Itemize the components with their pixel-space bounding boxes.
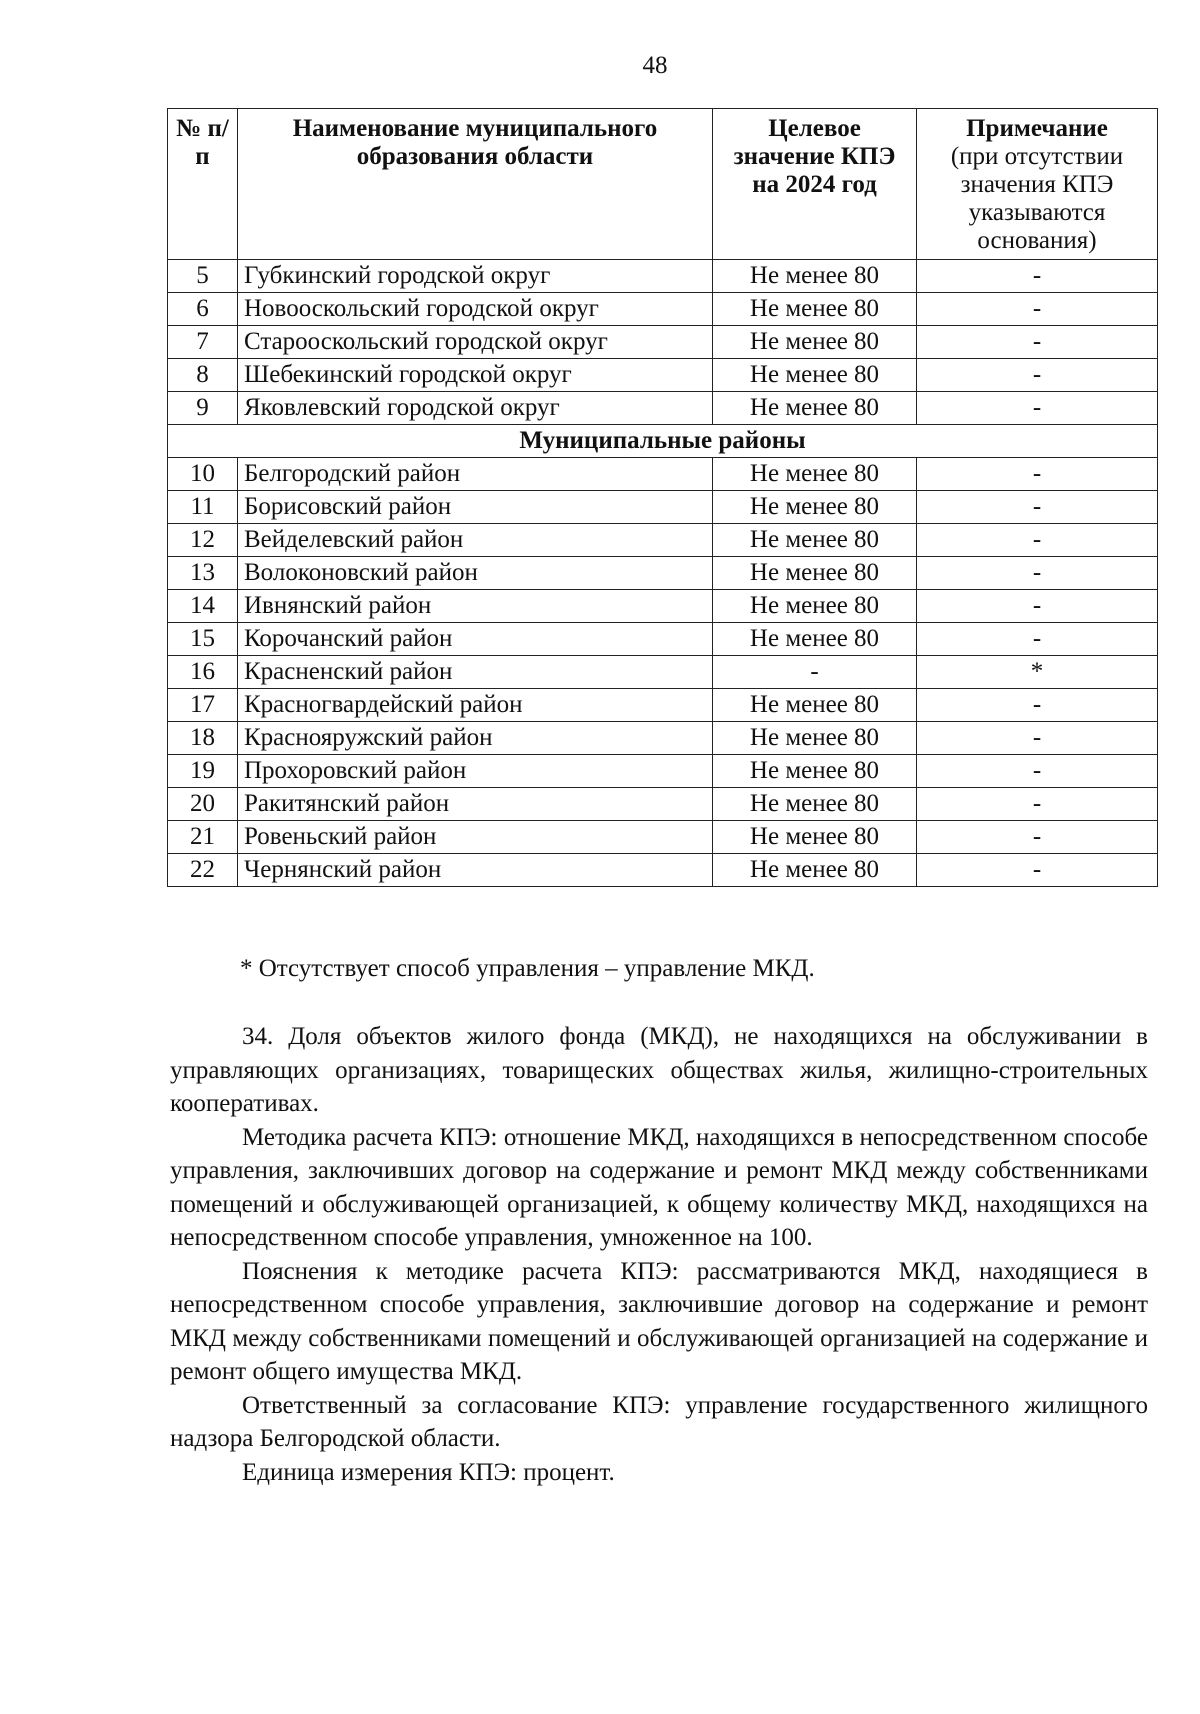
body-text xyxy=(170,1020,1148,1489)
paragraph-explanation: Пояснения к методике расчета КПЭ: рассматриваются МКД, находящиеся в непосредственном способе управления, заключившие договор на содержание и ремонт МКД между собственниками помещений и обслуживающей организацией на содержание и ремонт общего имущества МКД. xyxy=(170,1257,1148,1385)
row-name: Губкинский городской округ xyxy=(238,260,713,293)
row-number: 8 xyxy=(168,359,238,392)
row-value: Не менее 80 xyxy=(713,689,917,722)
header-note-title: Примечание xyxy=(966,115,1108,142)
row-name: Ровеньский район xyxy=(238,821,713,854)
table-row xyxy=(168,722,1158,755)
row-note: - xyxy=(917,788,1158,821)
row-name: Вейделевский район xyxy=(238,524,713,557)
row-number: 10 xyxy=(168,458,238,491)
section-label: Муниципальные районы xyxy=(168,425,1158,458)
table-header-row xyxy=(168,109,1158,260)
row-note: - xyxy=(917,590,1158,623)
row-number: 19 xyxy=(168,755,238,788)
row-name: Чернянский район xyxy=(238,854,713,887)
row-value: Не менее 80 xyxy=(713,326,917,359)
row-name: Борисовский район xyxy=(238,491,713,524)
row-number: 11 xyxy=(168,491,238,524)
row-value: Не менее 80 xyxy=(713,359,917,392)
row-number: 13 xyxy=(168,557,238,590)
table-row xyxy=(168,359,1158,392)
row-value: - xyxy=(713,656,917,689)
row-value: Не менее 80 xyxy=(713,524,917,557)
page-number: 48 xyxy=(642,52,668,79)
row-value: Не менее 80 xyxy=(713,821,917,854)
table-row xyxy=(168,854,1158,887)
section-row xyxy=(168,425,1158,458)
row-note: - xyxy=(917,524,1158,557)
urban-rows xyxy=(168,260,1158,425)
header-name: Наименование муниципального образования области xyxy=(238,109,713,260)
row-name: Краснояружский район xyxy=(238,722,713,755)
header-note-sub: (при отсутствии значения КПЭ указываются основания) xyxy=(950,143,1124,254)
table-row xyxy=(168,590,1158,623)
table-row xyxy=(168,689,1158,722)
row-value: Не менее 80 xyxy=(713,788,917,821)
row-value: Не менее 80 xyxy=(713,557,917,590)
row-value: Не менее 80 xyxy=(713,623,917,656)
kpe-table xyxy=(167,108,1158,887)
row-note: * xyxy=(917,656,1158,689)
table-row xyxy=(168,623,1158,656)
row-number: 17 xyxy=(168,689,238,722)
row-number: 7 xyxy=(168,326,238,359)
row-note: - xyxy=(917,755,1158,788)
row-name: Красненский район xyxy=(238,656,713,689)
row-value: Не менее 80 xyxy=(713,392,917,425)
row-note: - xyxy=(917,722,1158,755)
row-name: Новооскольский городской округ xyxy=(238,293,713,326)
row-value: Не менее 80 xyxy=(713,590,917,623)
row-name: Ракитянский район xyxy=(238,788,713,821)
table-row xyxy=(168,458,1158,491)
row-note: - xyxy=(917,392,1158,425)
table-row xyxy=(168,491,1158,524)
header-target: Целевое значение КПЭ на 2024 год xyxy=(713,109,917,260)
paragraph-unit: Единица измерения КПЭ: процент. xyxy=(242,1458,615,1486)
row-note: - xyxy=(917,293,1158,326)
row-name: Старооскольский городской округ xyxy=(238,326,713,359)
row-number: 16 xyxy=(168,656,238,689)
row-value: Не менее 80 xyxy=(713,854,917,887)
row-note: - xyxy=(917,491,1158,524)
row-value: Не менее 80 xyxy=(713,491,917,524)
row-name: Шебекинский городской округ xyxy=(238,359,713,392)
paragraph-title: 34. Доля объектов жилого фонда (МКД), не находящихся на обслуживании в управляющих организациях, товарищеских обществах жилья, жилищно-строительных кооперативах. xyxy=(170,1023,1148,1117)
row-number: 5 xyxy=(168,260,238,293)
row-name: Волоконовский район xyxy=(238,557,713,590)
row-note: - xyxy=(917,821,1158,854)
paragraph-responsible: Ответственный за согласование КПЭ: управление государственного жилищного надзора Белгородской области. xyxy=(170,1391,1148,1452)
row-number: 12 xyxy=(168,524,238,557)
row-name: Белгородский район xyxy=(238,458,713,491)
row-note: - xyxy=(917,458,1158,491)
row-note: - xyxy=(917,359,1158,392)
row-note: - xyxy=(917,326,1158,359)
table-row xyxy=(168,755,1158,788)
district-rows xyxy=(168,458,1158,887)
row-value: Не менее 80 xyxy=(713,260,917,293)
row-value: Не менее 80 xyxy=(713,755,917,788)
row-number: 21 xyxy=(168,821,238,854)
row-number: 9 xyxy=(168,392,238,425)
row-note: - xyxy=(917,689,1158,722)
row-value: Не менее 80 xyxy=(713,722,917,755)
footnote: * Отсутствует способ управления – управление МКД. xyxy=(240,955,815,982)
row-name: Корочанский район xyxy=(238,623,713,656)
row-name: Прохоровский район xyxy=(238,755,713,788)
row-note: - xyxy=(917,623,1158,656)
header-note xyxy=(917,109,1158,260)
table-row xyxy=(168,557,1158,590)
table-row xyxy=(168,821,1158,854)
row-value: Не менее 80 xyxy=(713,293,917,326)
row-note: - xyxy=(917,557,1158,590)
table-row xyxy=(168,788,1158,821)
row-note: - xyxy=(917,260,1158,293)
table-row xyxy=(168,656,1158,689)
row-number: 14 xyxy=(168,590,238,623)
table-row xyxy=(168,392,1158,425)
paragraph-method: Методика расчета КПЭ: отношение МКД, находящихся в непосредственном способе управления, заключивших договор на содержание и ремонт МКД между собственниками помещений и обслуживающей организацией, к общему количеству МКД, находящихся на непосредственном способе управления, умноженное на 100. xyxy=(170,1123,1148,1251)
row-number: 20 xyxy=(168,788,238,821)
row-value: Не менее 80 xyxy=(713,458,917,491)
table-row xyxy=(168,326,1158,359)
table-row xyxy=(168,260,1158,293)
row-number: 6 xyxy=(168,293,238,326)
table-row xyxy=(168,524,1158,557)
row-name: Яковлевский городской округ xyxy=(238,392,713,425)
table-row xyxy=(168,293,1158,326)
row-number: 22 xyxy=(168,854,238,887)
header-num: № п/п xyxy=(168,109,238,260)
row-name: Ивнянский район xyxy=(238,590,713,623)
row-number: 18 xyxy=(168,722,238,755)
row-name: Красногвардейский район xyxy=(238,689,713,722)
row-number: 15 xyxy=(168,623,238,656)
row-note: - xyxy=(917,854,1158,887)
